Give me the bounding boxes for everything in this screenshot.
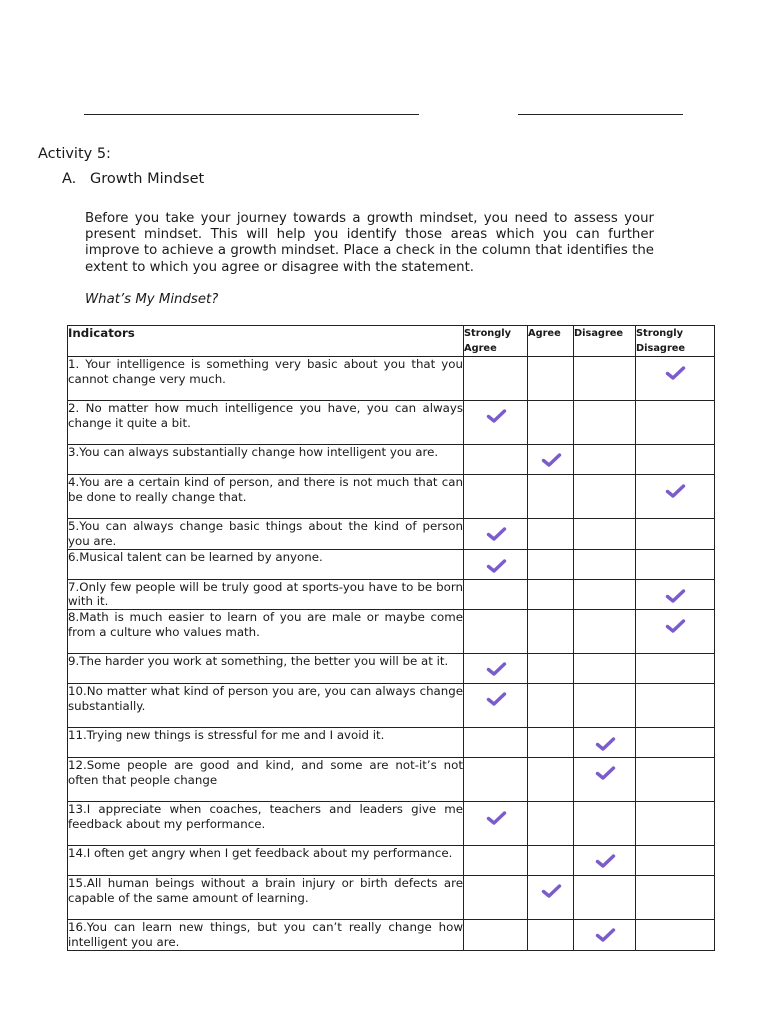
response-cell-disagree[interactable] — [574, 401, 636, 445]
indicator-cell — [68, 579, 464, 610]
table-row — [68, 445, 715, 475]
indicator-text: 7.Only few people will be truly good at sports-you have to be born with it. — [68, 579, 463, 609]
response-cell-disagree[interactable] — [574, 610, 636, 654]
mindset-table — [67, 325, 715, 951]
table-row — [68, 728, 715, 758]
indicator-text: 10.No matter what kind of person you are, you can always change substantially. — [68, 684, 463, 713]
response-cell-strongly-agree[interactable] — [464, 519, 528, 550]
table-row — [68, 475, 715, 519]
response-cell-strongly-disagree[interactable] — [636, 654, 715, 684]
indicator-text: 13.I appreciate when coaches, teachers and leaders give me feedback about my performance. — [68, 802, 463, 831]
checkmark-icon — [595, 736, 616, 752]
response-cell-disagree[interactable] — [574, 549, 636, 579]
header-agree: Agree — [528, 326, 574, 357]
checkmark-icon — [486, 691, 507, 707]
response-cell-disagree[interactable] — [574, 475, 636, 519]
name-blank-line — [84, 114, 419, 115]
table-header-row — [68, 326, 715, 357]
response-cell-disagree[interactable] — [574, 684, 636, 728]
response-cell-agree[interactable] — [528, 728, 574, 758]
response-cell-agree[interactable] — [528, 401, 574, 445]
checkmark-icon — [595, 765, 616, 781]
checkmark-icon — [486, 558, 507, 574]
response-cell-agree[interactable] — [528, 445, 574, 475]
checkmark-icon — [665, 588, 686, 604]
response-cell-agree[interactable] — [528, 579, 574, 610]
response-cell-strongly-disagree[interactable] — [636, 475, 715, 519]
response-cell-disagree[interactable] — [574, 802, 636, 846]
response-cell-strongly-agree[interactable] — [464, 758, 528, 802]
response-cell-strongly-agree[interactable] — [464, 728, 528, 758]
indicator-text: 16.You can learn new things, but you can’t really change how intelligent you are. — [68, 920, 463, 949]
response-cell-strongly-disagree[interactable] — [636, 445, 715, 475]
section-heading — [62, 171, 204, 187]
indicator-cell — [68, 846, 464, 876]
response-cell-disagree[interactable] — [574, 357, 636, 401]
indicator-text: 9.The harder you work at something, the better you will be at it. — [68, 654, 449, 669]
response-cell-disagree[interactable] — [574, 579, 636, 610]
response-cell-agree[interactable] — [528, 846, 574, 876]
response-cell-strongly-agree[interactable] — [464, 846, 528, 876]
response-cell-strongly-disagree[interactable] — [636, 579, 715, 610]
indicator-cell — [68, 654, 464, 684]
table-row — [68, 920, 715, 951]
date-blank-line — [518, 114, 683, 115]
response-cell-agree[interactable] — [528, 920, 574, 951]
table-row — [68, 802, 715, 846]
response-cell-strongly-disagree[interactable] — [636, 728, 715, 758]
instructions-paragraph: Before you take your journey towards a growth mindset, you need to assess your present mindset. This will help you identify those areas which you can further improve to achieve a growth mindset. Place a check in the column that identifies the extent to which you agree or disagree with the statement. — [85, 211, 654, 275]
activity-title: Activity 5: — [38, 146, 111, 162]
indicator-cell — [68, 549, 464, 579]
checkmark-icon — [665, 483, 686, 499]
response-cell-disagree[interactable] — [574, 846, 636, 876]
table-row — [68, 579, 715, 610]
response-cell-strongly-disagree[interactable] — [636, 401, 715, 445]
response-cell-agree[interactable] — [528, 519, 574, 550]
response-cell-disagree[interactable] — [574, 519, 636, 550]
response-cell-strongly-disagree[interactable] — [636, 876, 715, 920]
indicator-text: 12.Some people are good and kind, and some are not-it’s not often that people change — [68, 758, 463, 787]
response-cell-strongly-disagree[interactable] — [636, 758, 715, 802]
response-cell-agree[interactable] — [528, 684, 574, 728]
response-cell-strongly-agree[interactable] — [464, 475, 528, 519]
table-row — [68, 401, 715, 445]
response-cell-strongly-agree[interactable] — [464, 579, 528, 610]
response-cell-strongly-agree[interactable] — [464, 684, 528, 728]
header-strongly-agree: Strongly Agree — [464, 326, 528, 357]
checkmark-icon — [665, 365, 686, 381]
table-row — [68, 876, 715, 920]
checkmark-icon — [486, 810, 507, 826]
indicator-cell — [68, 728, 464, 758]
indicator-cell — [68, 684, 464, 728]
indicator-cell — [68, 357, 464, 401]
response-cell-strongly-agree[interactable] — [464, 357, 528, 401]
response-cell-agree[interactable] — [528, 610, 574, 654]
response-cell-disagree[interactable] — [574, 445, 636, 475]
response-cell-strongly-disagree[interactable] — [636, 846, 715, 876]
indicator-cell — [68, 401, 464, 445]
checkmark-icon — [541, 883, 562, 899]
indicator-text: 1. Your intelligence is something very basic about you that you cannot change very much. — [68, 357, 463, 386]
checkmark-icon — [486, 408, 507, 424]
response-cell-disagree[interactable] — [574, 876, 636, 920]
section-letter: A. — [62, 171, 77, 187]
response-cell-disagree[interactable] — [574, 654, 636, 684]
response-cell-strongly-disagree[interactable] — [636, 802, 715, 846]
indicator-text: 15.All human beings without a brain injury or birth defects are capable of the same amount of learning. — [68, 876, 463, 905]
response-cell-strongly-agree[interactable] — [464, 610, 528, 654]
indicator-cell — [68, 758, 464, 802]
response-cell-strongly-disagree[interactable] — [636, 920, 715, 951]
header-disagree: Disagree — [574, 326, 636, 357]
response-cell-strongly-agree[interactable] — [464, 445, 528, 475]
checkmark-icon — [486, 661, 507, 677]
table-subtitle: What’s My Mindset? — [85, 292, 219, 307]
checkmark-icon — [595, 853, 616, 869]
response-cell-strongly-disagree[interactable] — [636, 610, 715, 654]
section-title: Growth Mindset — [90, 171, 205, 187]
indicator-text: 5.You can always change basic things about the kind of person you are. — [68, 519, 463, 548]
response-cell-strongly-disagree[interactable] — [636, 357, 715, 401]
response-cell-agree[interactable] — [528, 758, 574, 802]
indicator-cell — [68, 876, 464, 920]
indicator-text: 11.Trying new things is stressful for me and I avoid it. — [68, 728, 385, 743]
header-strongly-disagree: Strongly Disagree — [636, 326, 715, 357]
indicator-text: 3.You can always substantially change how intelligent you are. — [68, 445, 439, 459]
indicator-cell — [68, 802, 464, 846]
checkmark-icon — [595, 927, 616, 943]
checkmark-icon — [541, 452, 562, 468]
indicator-cell — [68, 519, 464, 550]
indicator-cell — [68, 475, 464, 519]
table-row — [68, 684, 715, 728]
indicator-cell — [68, 920, 464, 951]
table-row — [68, 758, 715, 802]
response-cell-agree[interactable] — [528, 802, 574, 846]
indicator-text: 4.You are a certain kind of person, and there is not much that can be done to really change that. — [68, 475, 463, 504]
table-row — [68, 610, 715, 654]
response-cell-agree[interactable] — [528, 357, 574, 401]
response-cell-agree[interactable] — [528, 876, 574, 920]
response-cell-strongly-disagree[interactable] — [636, 549, 715, 579]
response-cell-strongly-disagree[interactable] — [636, 519, 715, 550]
header-indicators: Indicators — [68, 326, 464, 357]
response-cell-strongly-agree[interactable] — [464, 549, 528, 579]
response-cell-strongly-agree[interactable] — [464, 920, 528, 951]
table-row — [68, 357, 715, 401]
table-row — [68, 549, 715, 579]
indicator-text: 14.I often get angry when I get feedback about my performance. — [68, 846, 453, 861]
indicator-text: 8.Math is much easier to learn of you are male or maybe come from a culture who values math. — [68, 610, 463, 639]
response-cell-strongly-agree[interactable] — [464, 654, 528, 684]
response-cell-agree[interactable] — [528, 475, 574, 519]
response-cell-strongly-agree[interactable] — [464, 401, 528, 445]
response-cell-agree[interactable] — [528, 654, 574, 684]
indicator-cell — [68, 610, 464, 654]
response-cell-disagree[interactable] — [574, 920, 636, 951]
checkmark-icon — [665, 618, 686, 634]
table-row — [68, 654, 715, 684]
response-cell-strongly-disagree[interactable] — [636, 684, 715, 728]
indicator-text: 6.Musical talent can be learned by anyone. — [68, 549, 323, 564]
response-cell-strongly-agree[interactable] — [464, 876, 528, 920]
response-cell-disagree[interactable] — [574, 758, 636, 802]
indicator-text: 2. No matter how much intelligence you have, you can always change it quite a bit. — [68, 401, 463, 430]
table-row — [68, 519, 715, 550]
checkmark-icon — [486, 526, 507, 542]
indicator-cell — [68, 445, 464, 475]
response-cell-agree[interactable] — [528, 549, 574, 579]
table-row — [68, 846, 715, 876]
response-cell-strongly-agree[interactable] — [464, 802, 528, 846]
response-cell-disagree[interactable] — [574, 728, 636, 758]
